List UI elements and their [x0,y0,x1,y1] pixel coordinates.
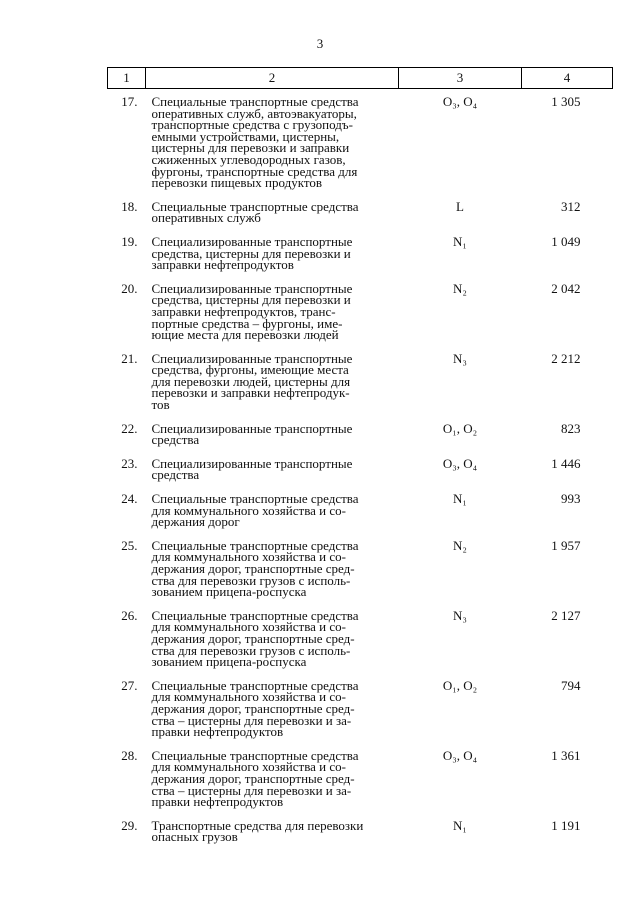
description-line: Специальные транспортные средства [151,747,359,763]
description-line: перевозки пищевых продуктов [151,175,323,191]
row-number: 19. [121,233,138,249]
row-value: 1 191 [551,817,581,833]
table-row [108,680,613,750]
header-col-2: 2 [146,68,399,89]
row-description [146,607,399,680]
description-line: сжиженных углеводородных газов, [151,151,346,167]
table-row [108,236,613,283]
row-description [146,233,399,283]
page-number: 3 [316,36,324,51]
description-line: держания дорог, транспортные сред- [151,561,355,576]
row-value: 1 361 [551,747,581,763]
description-line: фургоны, транспортные средства для [151,163,358,179]
description-line: Специализированные транспортные [151,350,353,366]
description-line: Специальные транспортные средства [151,607,359,623]
row-description [146,537,399,610]
row-number: 17. [121,94,138,109]
description-line: перевозки и заправки нефтепродук- [151,385,350,401]
row-description [146,350,399,423]
row-description [146,89,399,201]
description-line: ства для перевозки грузов с исполь- [151,572,351,588]
row-value: 2 212 [551,350,581,366]
description-line: цистерны для перевозки и заправки [151,140,350,156]
description-line: правки нефтепродуктов [151,794,284,810]
row-value: 823 [561,420,581,436]
row-number: 24. [121,491,138,507]
description-line: для коммунального хозяйства и со- [151,689,346,705]
row-description [146,198,399,236]
description-line: портные средства – фургоны, име- [151,315,343,331]
row-number: 28. [121,747,138,763]
row-value: 1 446 [551,455,581,471]
description-line: Специализированные транспортные [151,233,353,249]
row-number: 23. [121,455,138,471]
description-line: держания дорог, транспортные сред- [151,700,355,716]
row-number: 25. [121,537,138,553]
row-category: O₃, O₄ [442,455,478,471]
description-line: ства – цистерны для перевозки и за- [151,782,352,798]
description-line: для перевозки людей, цистерны для [151,373,351,389]
description-line: ства для перевозки грузов с исполь- [151,642,351,658]
table-row [108,820,613,855]
table-row [108,89,613,201]
row-number: 21. [121,350,138,366]
description-line: правки нефтепродуктов [151,724,284,740]
header-col-3: 3 [399,68,522,89]
row-category: N₁ [453,817,467,833]
row-description [146,677,399,750]
description-line: емными устройствами, цистерны, [151,128,340,144]
row-value: 2 127 [551,607,581,623]
row-value: 2 042 [551,280,581,296]
row-category: N₃ [453,607,467,623]
description-line: Специальные транспортные средства [151,198,359,214]
description-line: Специальные транспортные средства [151,677,359,693]
row-category: N₂ [453,537,467,553]
row-category: N₃ [453,350,467,366]
row-number: 18. [121,198,138,214]
row-description [146,747,399,820]
row-category: O₁, O₂ [442,677,478,693]
table-row [108,201,613,236]
row-description [146,817,399,855]
description-line: для коммунального хозяйства и со- [151,502,346,518]
description-line: для коммунального хозяйства и со- [151,759,346,775]
description-line: держания дорог, транспортные сред- [151,630,355,646]
description-line: средства, цистерны для перевозки и [151,245,351,261]
description-line: Специализированные транспортные [151,455,353,471]
description-line: оперативных служб [151,210,261,226]
row-category: N₁ [453,491,467,507]
row-number: 29. [121,817,138,833]
data-table [107,67,613,855]
row-category: N₂ [453,280,467,296]
description-line: для коммунального хозяйства и со- [151,549,346,565]
row-category: O₁, O₂ [442,420,478,436]
description-line: опасных грузов [151,829,238,845]
row-value: 312 [561,198,581,214]
description-line: заправки нефтепродуктов, транс- [151,303,336,319]
table-row [108,610,613,680]
table-body [108,89,613,855]
description-line: средства, фургоны, имеющие места [151,362,349,378]
row-value: 993 [561,491,581,507]
description-line: Специальные транспортные средства [151,94,359,109]
description-line: средства, цистерны для перевозки и [151,292,351,308]
description-line: Специализированные транспортные [151,280,353,296]
description-line: заправки нефтепродуктов [151,257,294,273]
row-value: 794 [561,677,581,693]
description-line: ющие места для перевозки людей [151,327,339,343]
description-line: ства – цистерны для перевозки и за- [151,712,352,728]
row-number: 26. [121,607,138,623]
description-line: средства [151,467,200,483]
row-category: O₃, O₄ [442,747,478,763]
description-line: держания дорог [151,514,240,530]
description-line: средства [151,432,200,448]
row-description [146,455,399,493]
description-line: держания дорог, транспортные сред- [151,770,355,786]
description-line: для коммунального хозяйства и со- [151,619,346,635]
row-description [146,493,399,540]
table-row [108,283,613,353]
row-number: 27. [121,677,138,693]
row-value: 1 305 [551,94,581,109]
table-row [108,423,613,458]
table-row [108,353,613,423]
row-category: N₁ [453,233,467,249]
description-line: Специальные транспортные средства [151,491,359,507]
row-number: 20. [121,280,138,296]
description-line: зованием прицепа-роспуска [151,654,307,670]
description-line: Специальные транспортные средства [151,537,359,553]
table-row [108,493,613,540]
description-line: зованием прицепа-роспуска [151,584,307,600]
row-category: O₃, O₄ [442,94,478,109]
row-value: 1 049 [551,233,581,249]
row-value: 1 957 [551,537,581,553]
row-number: 22. [121,420,138,436]
row-description [146,280,399,353]
table-row [108,540,613,610]
description-line: тов [151,397,170,413]
table-row [108,750,613,820]
description-line: оперативных служб, автоэвакуаторы, [151,105,357,121]
table-header-row [108,68,613,89]
header-col-4: 4 [522,68,613,89]
row-category: L [456,198,464,214]
description-line: транспортные средства с грузоподъ- [151,117,353,133]
header-col-1: 1 [108,68,146,89]
row-description [146,420,399,458]
description-line: Специализированные транспортные [151,420,353,436]
table-row [108,458,613,493]
description-line: Транспортные средства для перевозки [151,817,364,833]
